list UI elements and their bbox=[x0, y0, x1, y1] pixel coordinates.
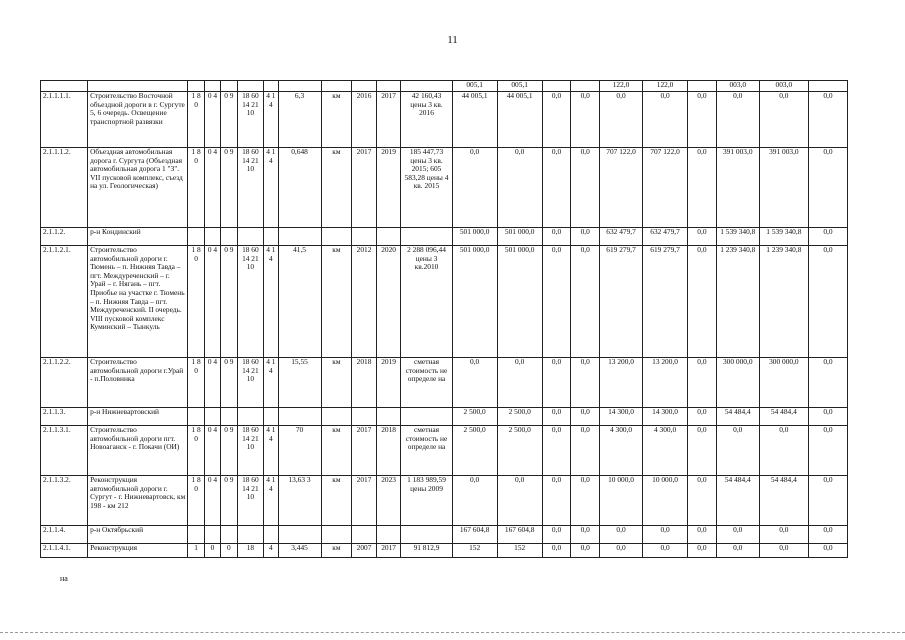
cell-v7: 0,0 bbox=[688, 544, 717, 558]
cell-end bbox=[376, 408, 401, 426]
cell-v5: 632 479,7 bbox=[600, 228, 643, 246]
cell-cost: 42 160,43 цены 3 кв. 2016 bbox=[401, 92, 452, 148]
cell-v6: 0,0 bbox=[643, 92, 688, 148]
cell-d2: 0 bbox=[204, 544, 220, 558]
cell-v2: 005,1 bbox=[497, 81, 542, 92]
cell-v10: 0,0 bbox=[808, 408, 847, 426]
cell-d5: 4 1 4 bbox=[264, 246, 278, 358]
cell-d1 bbox=[188, 408, 204, 426]
cell-v4: 0,0 bbox=[571, 426, 600, 476]
cell-v7 bbox=[688, 81, 717, 92]
cell-code: 2.1.1.4. bbox=[41, 526, 88, 544]
cell-v3 bbox=[542, 81, 571, 92]
cell-cost: 91 812,9 bbox=[401, 544, 452, 558]
cell-d2 bbox=[204, 81, 220, 92]
cell-d2 bbox=[204, 228, 220, 246]
cell-start: 2016 bbox=[352, 92, 377, 148]
cell-cost: 2 288 096,44 цены 3 кв.2010 bbox=[401, 246, 452, 358]
cell-v9: 300 000,0 bbox=[759, 358, 808, 408]
cell-unit: км bbox=[321, 544, 352, 558]
cell-d2: 0 4 bbox=[204, 358, 220, 408]
cell-d4 bbox=[237, 408, 264, 426]
cell-d5 bbox=[264, 526, 278, 544]
cell-unit: км bbox=[321, 426, 352, 476]
cell-v1: 2 500,0 bbox=[452, 426, 497, 476]
cell-v10: 0,0 bbox=[808, 228, 847, 246]
cell-start: 2007 bbox=[352, 544, 377, 558]
cell-v7: 0,0 bbox=[688, 408, 717, 426]
cell-d4 bbox=[237, 228, 264, 246]
cell-v9: 54 484,4 bbox=[759, 476, 808, 526]
cell-v1: 2 500,0 bbox=[452, 408, 497, 426]
cell-v10: 0,0 bbox=[808, 526, 847, 544]
cell-v5: 14 300,0 bbox=[600, 408, 643, 426]
cell-d3: 0 9 bbox=[221, 246, 237, 358]
cell-v8: 1 539 340,8 bbox=[716, 228, 759, 246]
cell-cost: 185 447,73 цены 3 кв. 2015; 605 583,28 цены 4 кв. 2015 bbox=[401, 148, 452, 228]
cell-v1: 0,0 bbox=[452, 476, 497, 526]
cell-code: 2.1.1.4.1. bbox=[41, 544, 88, 558]
cell-d1: 1 8 0 bbox=[188, 246, 204, 358]
cell-v8: 0,0 bbox=[716, 92, 759, 148]
table-row bbox=[41, 426, 848, 476]
cell-d1: 1 8 0 bbox=[188, 148, 204, 228]
cell-v4: 0,0 bbox=[571, 228, 600, 246]
cell-v9: 1 239 340,8 bbox=[759, 246, 808, 358]
cell-d5: 4 1 4 bbox=[264, 358, 278, 408]
cell-code bbox=[41, 81, 88, 92]
cell-v5: 10 000,0 bbox=[600, 476, 643, 526]
cell-v6: 13 200,0 bbox=[643, 358, 688, 408]
cell-end: 2020 bbox=[376, 246, 401, 358]
cell-d5 bbox=[264, 228, 278, 246]
cell-v5: 4 300,0 bbox=[600, 426, 643, 476]
cell-name: р-н Нижневартовский bbox=[88, 408, 188, 426]
table-row bbox=[41, 246, 848, 358]
cell-v1: 005,1 bbox=[452, 81, 497, 92]
cell-code: 2.1.1.1.1. bbox=[41, 92, 88, 148]
cell-name: Строительство автомобильной дороги пгт. Новоаганск - г. Покачи (ОИ) bbox=[88, 426, 188, 476]
cell-d3: 0 9 bbox=[221, 92, 237, 148]
cell-v5: 707 122,0 bbox=[600, 148, 643, 228]
cell-v1: 0,0 bbox=[452, 358, 497, 408]
cell-v5: 0,0 bbox=[600, 92, 643, 148]
cell-d1 bbox=[188, 228, 204, 246]
cell-v6: 0,0 bbox=[643, 544, 688, 558]
cell-d4 bbox=[237, 81, 264, 92]
cell-unit: км bbox=[321, 246, 352, 358]
cell-d1: 1 8 0 bbox=[188, 92, 204, 148]
cell-v1: 152 bbox=[452, 544, 497, 558]
cell-d5: 4 1 4 bbox=[264, 426, 278, 476]
cell-v6: 122,0 bbox=[643, 81, 688, 92]
cell-v7: 0,0 bbox=[688, 228, 717, 246]
cell-v3: 0,0 bbox=[542, 544, 571, 558]
table-row bbox=[41, 92, 848, 148]
cell-v1: 44 005,1 bbox=[452, 92, 497, 148]
cell-d1: 1 8 0 bbox=[188, 358, 204, 408]
cell-d4: 18 bbox=[237, 544, 264, 558]
cell-v8: 0,0 bbox=[716, 544, 759, 558]
cell-v7: 0,0 bbox=[688, 246, 717, 358]
cell-v9: 0,0 bbox=[759, 544, 808, 558]
cell-d1: 1 8 0 bbox=[188, 426, 204, 476]
cell-d4: 18 60 14 21 10 bbox=[237, 476, 264, 526]
cell-v3: 0,0 bbox=[542, 92, 571, 148]
table-row bbox=[41, 544, 848, 558]
cell-v10: 0,0 bbox=[808, 92, 847, 148]
cell-v9: 54 484,4 bbox=[759, 408, 808, 426]
cell-v3: 0,0 bbox=[542, 358, 571, 408]
cell-d3: 0 9 bbox=[221, 148, 237, 228]
cell-unit: км bbox=[321, 358, 352, 408]
cell-len: 3,445 bbox=[278, 544, 321, 558]
cell-v2: 2 500,0 bbox=[497, 408, 542, 426]
cell-d5 bbox=[264, 81, 278, 92]
cell-v2: 0,0 bbox=[497, 148, 542, 228]
cell-v5: 0,0 bbox=[600, 526, 643, 544]
cell-v2: 44 005,1 bbox=[497, 92, 542, 148]
table-row bbox=[41, 358, 848, 408]
cell-cost: 1 183 989,59 цены 2009 bbox=[401, 476, 452, 526]
cell-len: 13,63 3 bbox=[278, 476, 321, 526]
cell-v6: 619 279,7 bbox=[643, 246, 688, 358]
cell-end: 2023 bbox=[376, 476, 401, 526]
cell-d2: 0 4 bbox=[204, 92, 220, 148]
cell-v1: 501 000,0 bbox=[452, 246, 497, 358]
cell-end bbox=[376, 228, 401, 246]
cell-len: 41,5 bbox=[278, 246, 321, 358]
cell-d4: 18 60 14 21 10 bbox=[237, 246, 264, 358]
table-row bbox=[41, 526, 848, 544]
cell-code: 2.1.1.2.2. bbox=[41, 358, 88, 408]
budget-table bbox=[40, 80, 848, 558]
cell-d3 bbox=[221, 408, 237, 426]
cell-code: 2.1.1.3. bbox=[41, 408, 88, 426]
cell-d2: 0 4 bbox=[204, 476, 220, 526]
cell-name: Строительство автомобильной дороги г.Урай - п.Половинка bbox=[88, 358, 188, 408]
cell-v9: 391 003,0 bbox=[759, 148, 808, 228]
cell-v4: 0,0 bbox=[571, 544, 600, 558]
cell-len: 0,648 bbox=[278, 148, 321, 228]
cell-end bbox=[376, 81, 401, 92]
cell-v3: 0,0 bbox=[542, 426, 571, 476]
cell-v3: 0,0 bbox=[542, 148, 571, 228]
cell-v6: 0,0 bbox=[643, 526, 688, 544]
cell-v3: 0,0 bbox=[542, 476, 571, 526]
cell-v4: 0,0 bbox=[571, 148, 600, 228]
cell-v4: 0,0 bbox=[571, 358, 600, 408]
cell-v3: 0,0 bbox=[542, 408, 571, 426]
cell-name: р-н Октябрьский bbox=[88, 526, 188, 544]
cell-start: 2018 bbox=[352, 358, 377, 408]
cell-len bbox=[278, 81, 321, 92]
cell-v8: 003,0 bbox=[716, 81, 759, 92]
cell-len bbox=[278, 526, 321, 544]
cell-start: 2017 bbox=[352, 476, 377, 526]
cell-name: Реконструкция автомобильной дороги г. Сургут - г. Нижневартовск, км 198 - км 212 bbox=[88, 476, 188, 526]
cell-v5: 619 279,7 bbox=[600, 246, 643, 358]
cell-v10: 0,0 bbox=[808, 246, 847, 358]
cell-len bbox=[278, 228, 321, 246]
cell-name: Объездная автомобильная дорога г. Сургута (Объездная автомобильная дорога 1 "З". VII пусковой комплекс, съезд на ул. Геологическая) bbox=[88, 148, 188, 228]
cell-v7: 0,0 bbox=[688, 476, 717, 526]
cell-len: 6,3 bbox=[278, 92, 321, 148]
cell-v7: 0,0 bbox=[688, 92, 717, 148]
cell-d5: 4 bbox=[264, 544, 278, 558]
cell-code: 2.1.1.3.1. bbox=[41, 426, 88, 476]
cell-v7: 0,0 bbox=[688, 148, 717, 228]
table-row bbox=[41, 228, 848, 246]
cell-v1: 167 604,8 bbox=[452, 526, 497, 544]
cell-d5: 4 1 4 bbox=[264, 148, 278, 228]
table-row bbox=[41, 148, 848, 228]
cell-v2: 501 000,0 bbox=[497, 246, 542, 358]
cell-v9: 0,0 bbox=[759, 526, 808, 544]
cell-len: 15,55 bbox=[278, 358, 321, 408]
cell-name: Строительство Восточной объездной дороги в г. Сургуте 5, 6 очередь. Освещение транспортной развязки bbox=[88, 92, 188, 148]
cell-d3: 0 bbox=[221, 544, 237, 558]
cell-d3 bbox=[221, 526, 237, 544]
cell-v6: 707 122,0 bbox=[643, 148, 688, 228]
table-row bbox=[41, 476, 848, 526]
cell-v9: 1 539 340,8 bbox=[759, 228, 808, 246]
cell-unit bbox=[321, 526, 352, 544]
cell-cost: сметная стоимость не определе на bbox=[401, 426, 452, 476]
cell-start bbox=[352, 408, 377, 426]
cell-v7: 0,0 bbox=[688, 526, 717, 544]
cell-cost bbox=[401, 228, 452, 246]
cell-unit bbox=[321, 408, 352, 426]
cell-unit: км bbox=[321, 476, 352, 526]
scan-edge-line bbox=[0, 632, 905, 633]
cell-d5: 4 1 4 bbox=[264, 476, 278, 526]
cell-v2: 501 000,0 bbox=[497, 228, 542, 246]
cell-v10: 0,0 bbox=[808, 544, 847, 558]
cell-v1: 0,0 bbox=[452, 148, 497, 228]
cell-v5: 122,0 bbox=[600, 81, 643, 92]
cell-unit: км bbox=[321, 148, 352, 228]
cell-v7: 0,0 bbox=[688, 426, 717, 476]
cell-start bbox=[352, 526, 377, 544]
cell-code: 2.1.1.2.1. bbox=[41, 246, 88, 358]
cell-name: р-н Кондинский bbox=[88, 228, 188, 246]
cell-v8: 0,0 bbox=[716, 526, 759, 544]
cell-v9: 003,0 bbox=[759, 81, 808, 92]
cell-start: 2017 bbox=[352, 426, 377, 476]
cell-d4: 18 60 14 21 10 bbox=[237, 92, 264, 148]
cell-cost bbox=[401, 526, 452, 544]
cell-d4: 18 60 14 21 10 bbox=[237, 358, 264, 408]
cell-v7: 0,0 bbox=[688, 358, 717, 408]
cell-v4 bbox=[571, 81, 600, 92]
cell-v4: 0,0 bbox=[571, 246, 600, 358]
cell-end: 2017 bbox=[376, 92, 401, 148]
cell-v4: 0,0 bbox=[571, 526, 600, 544]
cell-name: Реконструкция bbox=[88, 544, 188, 558]
cell-v8: 54 484,4 bbox=[716, 476, 759, 526]
cell-v10: 0,0 bbox=[808, 148, 847, 228]
cell-start bbox=[352, 228, 377, 246]
cell-d4 bbox=[237, 526, 264, 544]
cell-d3 bbox=[221, 81, 237, 92]
cell-d3: 0 9 bbox=[221, 476, 237, 526]
cell-cost bbox=[401, 408, 452, 426]
cell-d1 bbox=[188, 526, 204, 544]
cell-v6: 632 479,7 bbox=[643, 228, 688, 246]
cell-v4: 0,0 bbox=[571, 92, 600, 148]
cell-code: 2.1.1.1.2. bbox=[41, 148, 88, 228]
cell-d2: 0 4 bbox=[204, 246, 220, 358]
cell-d1: 1 8 0 bbox=[188, 476, 204, 526]
cell-d2 bbox=[204, 526, 220, 544]
cell-v8: 391 003,0 bbox=[716, 148, 759, 228]
footnote: на bbox=[60, 574, 68, 583]
cell-unit bbox=[321, 228, 352, 246]
cell-len: 70 bbox=[278, 426, 321, 476]
cell-code: 2.1.1.3.2. bbox=[41, 476, 88, 526]
cell-cost bbox=[401, 81, 452, 92]
cell-d4: 18 60 14 21 10 bbox=[237, 426, 264, 476]
table-row bbox=[41, 81, 848, 92]
cell-end: 2019 bbox=[376, 148, 401, 228]
table-row bbox=[41, 408, 848, 426]
cell-v4: 0,0 bbox=[571, 408, 600, 426]
cell-name bbox=[88, 81, 188, 92]
cell-d3 bbox=[221, 228, 237, 246]
cell-start: 2017 bbox=[352, 148, 377, 228]
cell-v10 bbox=[808, 81, 847, 92]
cell-v2: 152 bbox=[497, 544, 542, 558]
cell-start bbox=[352, 81, 377, 92]
cell-v6: 14 300,0 bbox=[643, 408, 688, 426]
cell-code: 2.1.1.2. bbox=[41, 228, 88, 246]
cell-v6: 10 000,0 bbox=[643, 476, 688, 526]
cell-d1 bbox=[188, 81, 204, 92]
cell-unit bbox=[321, 81, 352, 92]
cell-cost: сметная стоимость не определе на bbox=[401, 358, 452, 408]
cell-v8: 1 239 340,8 bbox=[716, 246, 759, 358]
cell-v4: 0,0 bbox=[571, 476, 600, 526]
cell-d2: 0 4 bbox=[204, 148, 220, 228]
cell-v5: 13 200,0 bbox=[600, 358, 643, 408]
cell-v5: 0,0 bbox=[600, 544, 643, 558]
cell-start: 2012 bbox=[352, 246, 377, 358]
cell-len bbox=[278, 408, 321, 426]
cell-d2 bbox=[204, 408, 220, 426]
cell-v8: 0,0 bbox=[716, 426, 759, 476]
page-number: 11 bbox=[447, 34, 458, 46]
cell-v3: 0,0 bbox=[542, 228, 571, 246]
cell-v9: 0,0 bbox=[759, 92, 808, 148]
cell-name: Строительство автомобильной дороги г. Тюмень – п. Нижняя Тавда – пгт. Междуреченский – г. Урай – г. Нягань – пгт. Приобье на участке г. Тюмень – п. Нижняя Тавда – пгт. Междуреченский. II очередь. VIII пусковой комплекс Куминский – Тынкуль bbox=[88, 246, 188, 358]
cell-v2: 167 604,8 bbox=[497, 526, 542, 544]
cell-v8: 300 000,0 bbox=[716, 358, 759, 408]
cell-v10: 0,0 bbox=[808, 358, 847, 408]
cell-unit: км bbox=[321, 92, 352, 148]
cell-v10: 0,0 bbox=[808, 476, 847, 526]
cell-end: 2018 bbox=[376, 426, 401, 476]
cell-d2: 0 4 bbox=[204, 426, 220, 476]
cell-d4: 18 60 14 21 10 bbox=[237, 148, 264, 228]
cell-d3: 0 9 bbox=[221, 426, 237, 476]
cell-end: 2019 bbox=[376, 358, 401, 408]
cell-v3: 0,0 bbox=[542, 246, 571, 358]
cell-d5 bbox=[264, 408, 278, 426]
cell-d3: 0 9 bbox=[221, 358, 237, 408]
cell-d1: 1 bbox=[188, 544, 204, 558]
cell-d5: 4 1 4 bbox=[264, 92, 278, 148]
cell-v2: 2 500,0 bbox=[497, 426, 542, 476]
cell-v2: 0,0 bbox=[497, 358, 542, 408]
cell-v10: 0,0 bbox=[808, 426, 847, 476]
cell-v1: 501 000,0 bbox=[452, 228, 497, 246]
cell-v8: 54 484,4 bbox=[716, 408, 759, 426]
cell-v9: 0,0 bbox=[759, 426, 808, 476]
cell-v2: 0,0 bbox=[497, 476, 542, 526]
cell-v6: 4 300,0 bbox=[643, 426, 688, 476]
cell-end: 2017 bbox=[376, 544, 401, 558]
cell-v3: 0,0 bbox=[542, 526, 571, 544]
cell-end bbox=[376, 526, 401, 544]
